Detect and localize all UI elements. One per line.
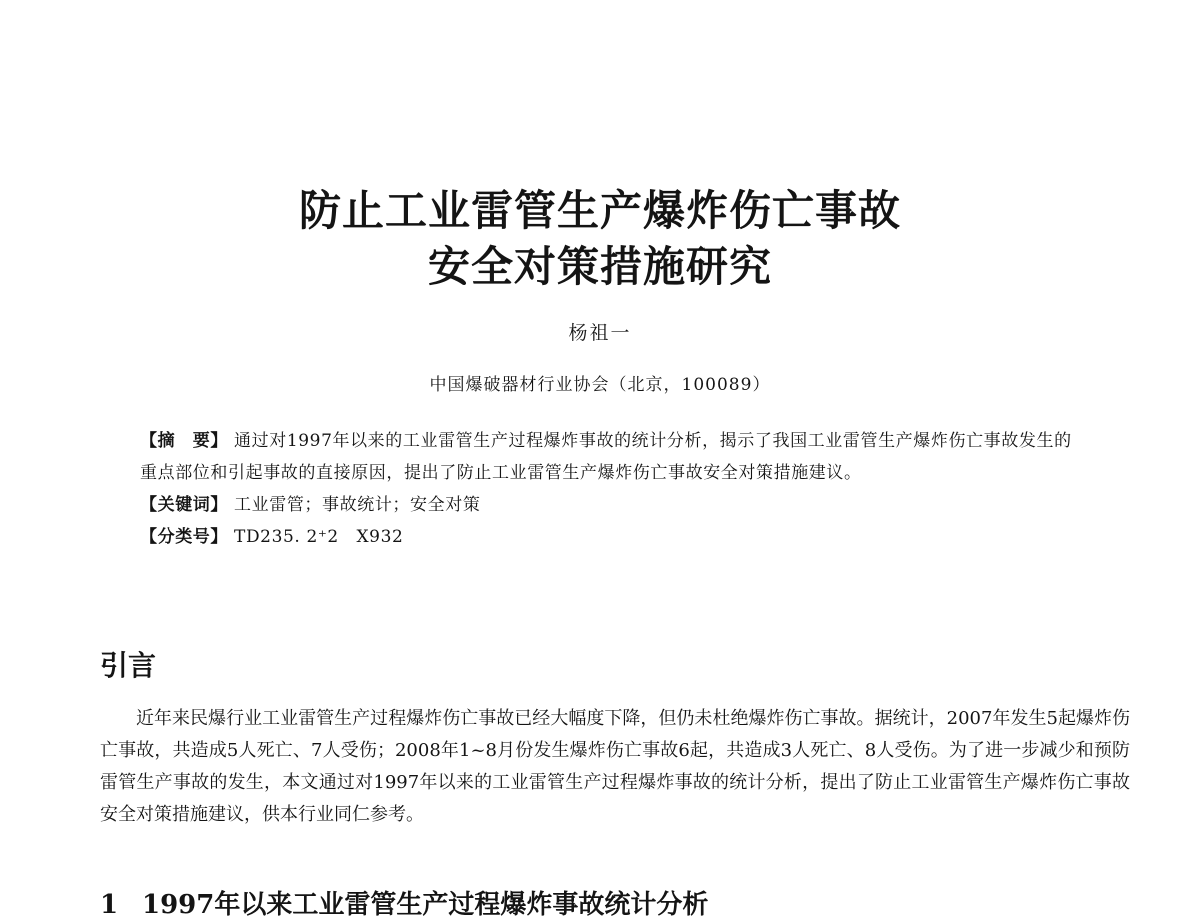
paper-title-line-2: 安全对策措施研究	[427, 242, 772, 291]
classification-label: 【分类号】	[140, 527, 228, 547]
abstract-paragraph	[140, 425, 1080, 489]
intro-paragraph: 近年来民爆行业工业雷管生产过程爆炸伤亡事故已经大幅度下降，但仍未杜绝爆炸伤亡事故。据统计，2007年发生5起爆炸伤亡事故，共造成5人死亡、7人受伤；2008年1~8月份发生爆炸伤亡事故6起，共造成3人死亡、8人受伤。为了进一步减少和预防雷管生产事故的发生，本文通过对1997年以来的工业雷管生产过程爆炸事故的统计分析，提出了防止工业雷管生产爆炸伤亡事故安全对策措施建议，供本行业同仁参考。	[100, 708, 1130, 825]
author-affiliation: 中国爆破器材行业协会（北京，100089）	[429, 375, 771, 395]
section-1-heading	[100, 892, 708, 918]
section-1-title: 1997年以来工业雷管生产过程爆炸事故统计分析	[142, 890, 709, 920]
classification-paragraph	[140, 521, 1080, 553]
section-1-number: 1	[100, 890, 119, 920]
keywords-text: 工业雷管；事故统计；安全对策	[234, 495, 481, 515]
abstract-label: 【摘 要】	[140, 431, 228, 451]
abstract-text: 通过对1997年以来的工业雷管生产过程爆炸事故的统计分析，揭示了我国工业雷管生产爆炸伤亡事故发生的重点部位和引起事故的直接原因，提出了防止工业雷管生产爆炸伤亡事故安全对策措施建议。	[140, 431, 1072, 483]
author-name: 杨祖一	[568, 322, 632, 344]
classification-text: TD235. 2⁺2 X932	[234, 527, 404, 547]
keywords-paragraph	[140, 489, 1080, 521]
paper-title-line-1: 防止工业雷管生产爆炸伤亡事故	[298, 186, 901, 235]
keywords-label: 【关键词】	[140, 495, 228, 515]
abstract-block	[140, 425, 1080, 553]
intro-heading: 引言	[100, 649, 157, 682]
